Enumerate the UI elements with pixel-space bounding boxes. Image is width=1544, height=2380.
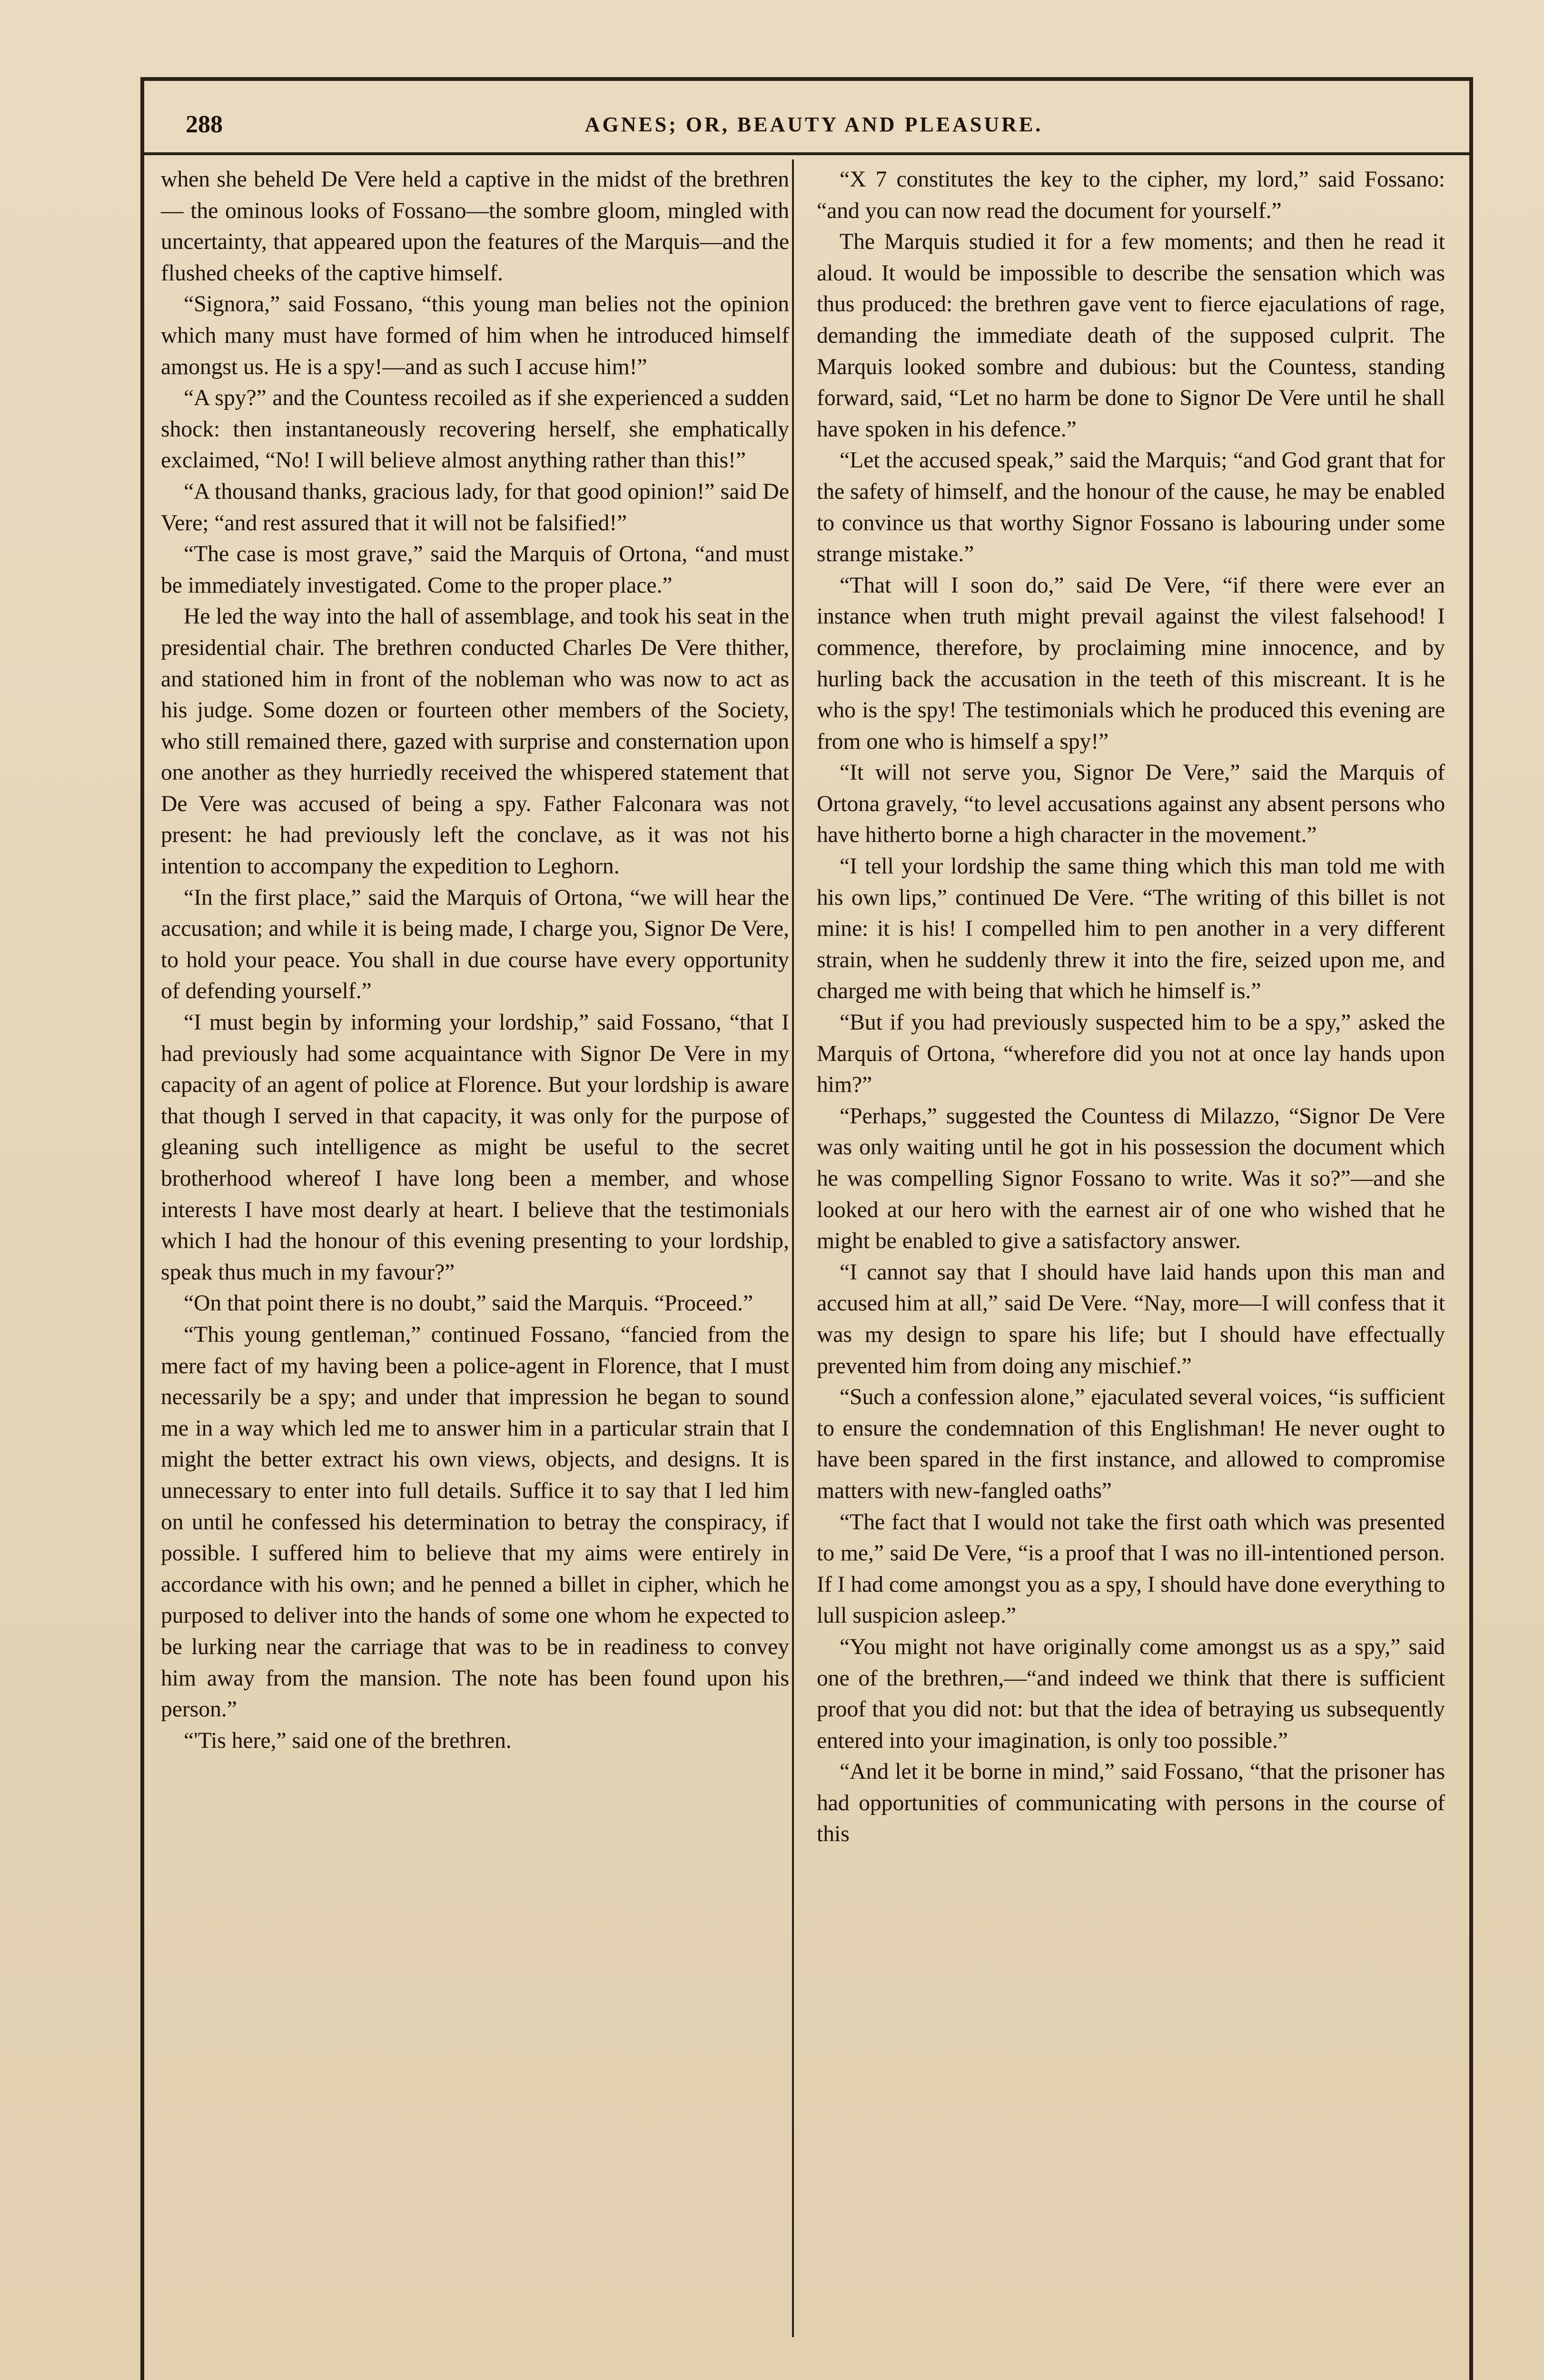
paragraph: “On that point there is no doubt,” said the Marquis. “Proceed.” [184,1291,753,1316]
paragraph: “'Tis here,” said one of the brethren. [184,1728,512,1753]
paragraph: “Let the accused speak,” said the Marquis; “and God grant that for the safety of himself, and the honour of the cause, he may be enabled to convince us that worthy Signor Fossano is labouring under some strange mistake.” [817,448,1445,567]
paragraph: “A spy?” and the Countess recoiled as if she experienced a sudden shock: then instantaneously recovering herself, she emphatically exclaimed, “No! I will believe almost anything rather than this!” [161,386,789,473]
page-border-right [1469,77,1473,2380]
paragraph: “But if you had previously suspected him to be a spy,” asked the Marquis of Ortona, “wherefore did you not at once lay hands upon him?” [817,1010,1445,1098]
paragraph: “You might not have originally come amongst us as a spy,” said one of the brethren,—“and indeed we think that there is sufficient proof that you did not: but that the idea of betraying us subsequently entered into your imagination, is only too possible.” [817,1634,1445,1753]
paragraph: “In the first place,” said the Marquis of Ortona, “we will hear the accusation; and while it is being made, I charge you, Signor De Vere, to hold your peace. You shall in due course have every opportunity of defending yourself.” [161,885,789,1004]
paragraph: “Perhaps,” suggested the Countess di Milazzo, “Signor De Vere was only waiting until he got in his possession the document which he was compelling Signor Fossano to write. Was it so?”—and she looked at our hero with the earnest air of one who wished that he might be enabled to give a satisfactory answer. [817,1103,1445,1254]
paragraph: The Marquis studied it for a few moments; and then he read it aloud. It would be impossible to describe the sensation which was thus produced: the brethren gave vent to fierce ejaculations of rage, demanding the immediate death of the supposed culprit. The Marquis looked sombre and dubious: but the Countess, standing forward, said, “Let no harm be done to Signor De Vere until he shall have spoken in his defence.” [817,229,1445,442]
left-column [161,164,789,1756]
paragraph: “A thousand thanks, gracious lady, for that good opinion!” said De Vere; “and rest assured that it will not be falsified!” [161,479,789,536]
paragraph: “And let it be borne in mind,” said Fossano, “that the prisoner has had opportunities of communicating with persons in the course of this [817,1759,1445,1847]
paragraph: when she beheld De Vere held a captive in the midst of the brethren — the ominous looks of Fossano—the sombre gloom, mingled with uncertainty, that appeared upon the features of the Marquis—and the flushed cheeks of the captive himself. [161,167,789,286]
paragraph: “That will I soon do,” said De Vere, “if there were ever an instance when truth might prevail against the vilest falsehood! I commence, therefore, by proclaiming mine innocence, and by hurling back the accusation in the teeth of this miscreant. It is he who is the spy! The testimonials which he produced this evening are from one who is himself a spy!” [817,573,1445,754]
paragraph: “The fact that I would not take the first oath which was presented to me,” said De Vere, “is a proof that I was no ill-intentioned person. If I had come amongst you as a spy, I should have done everything to lull suspicion asleep.” [817,1509,1445,1628]
header-rule [144,152,1469,155]
paragraph: “The case is most grave,” said the Marquis of Ortona, “and must be immediately investigated. Come to the proper place.” [161,542,789,598]
paragraph: He led the way into the hall of assemblage, and took his seat in the presidential chair. The brethren conducted Charles De Vere thither, and stationed him in front of the nobleman who was now to act as his judge. Some dozen or fourteen other members of the Society, who still remained there, gazed with surprise and consternation upon one another as they hurriedly received the whispered statement that De Vere was accused of being a spy. Father Falconara was not present: he had previously left the conclave, as it was not his intention to accompany the expedition to Leghorn. [161,604,789,879]
paragraph: “I cannot say that I should have laid hands upon this man and accused him at all,” said De Vere. “Nay, more—I will confess that it was my design to spare his life; but I should have effectually prevented him from doing any mischief.” [817,1259,1445,1378]
paragraph: “Signora,” said Fossano, “this young man belies not the opinion which many must have formed of him when he introduced himself amongst us. He is a spy!—and as such I accuse him!” [161,292,789,379]
column-divider [792,159,794,2337]
page-border-top [140,77,1473,81]
paragraph: “I must begin by informing your lordship,” said Fossano, “that I had previously had some acquaintance with Signor De Vere in my capacity of an agent of police at Florence. But your lordship is aware that though I served in that capacity, it was only for the purpose of gleaning such intelligence as might be useful to the secret brotherhood whereof I have long been a member, and whose interests I have most dearly at heart. I believe that the testimonials which I had the honour of this evening presenting to your lordship, speak thus much in my favour?” [161,1010,789,1285]
page-number: 288 [186,111,223,138]
paragraph: “X 7 constitutes the key to the cipher, my lord,” said Fossano: “and you can now read the document for yourself.” [817,167,1445,223]
page-header [186,110,1442,144]
paragraph: “I tell your lordship the same thing which this man told me with his own lips,” continued De Vere. “The writing of this billet is not mine: it is his! I compelled him to pen another in a very different strain, when he suddenly threw it into the fire, seized upon me, and charged me with being that which he himself is.” [817,854,1445,1004]
running-title: AGNES; OR, BEAUTY AND PLEASURE. [584,113,1043,136]
page-border-left [140,77,144,2380]
paragraph: “Such a confession alone,” ejaculated several voices, “is sufficient to ensure the condemnation of this Englishman! He never ought to have been spared in the first instance, and allowed to compromise matters with new-fangled oaths” [817,1385,1445,1503]
right-column [817,164,1445,1850]
paragraph: “This young gentleman,” continued Fossano, “fancied from the mere fact of my having been a police-agent in Florence, that I must necessarily be a spy; and under that impression he began to sound me in a way which led me to answer him in a particular strain that I might the better extract his own views, objects, and designs. It is unnecessary to enter into full details. Suffice it to say that I led him on until he confessed his determination to betray the conspiracy, if possible. I suffered him to believe that my aims were entirely in accordance with his own; and he penned a billet in cipher, which he purposed to deliver into the hands of some one whom he expected to be lurking near the carriage that was to be in readiness to convey him away from the mansion. The note has been found upon his person.” [161,1322,789,1722]
paragraph: “It will not serve you, Signor De Vere,” said the Marquis of Ortona gravely, “to level accusations against any absent persons who have hitherto borne a high character in the movement.” [817,760,1445,848]
